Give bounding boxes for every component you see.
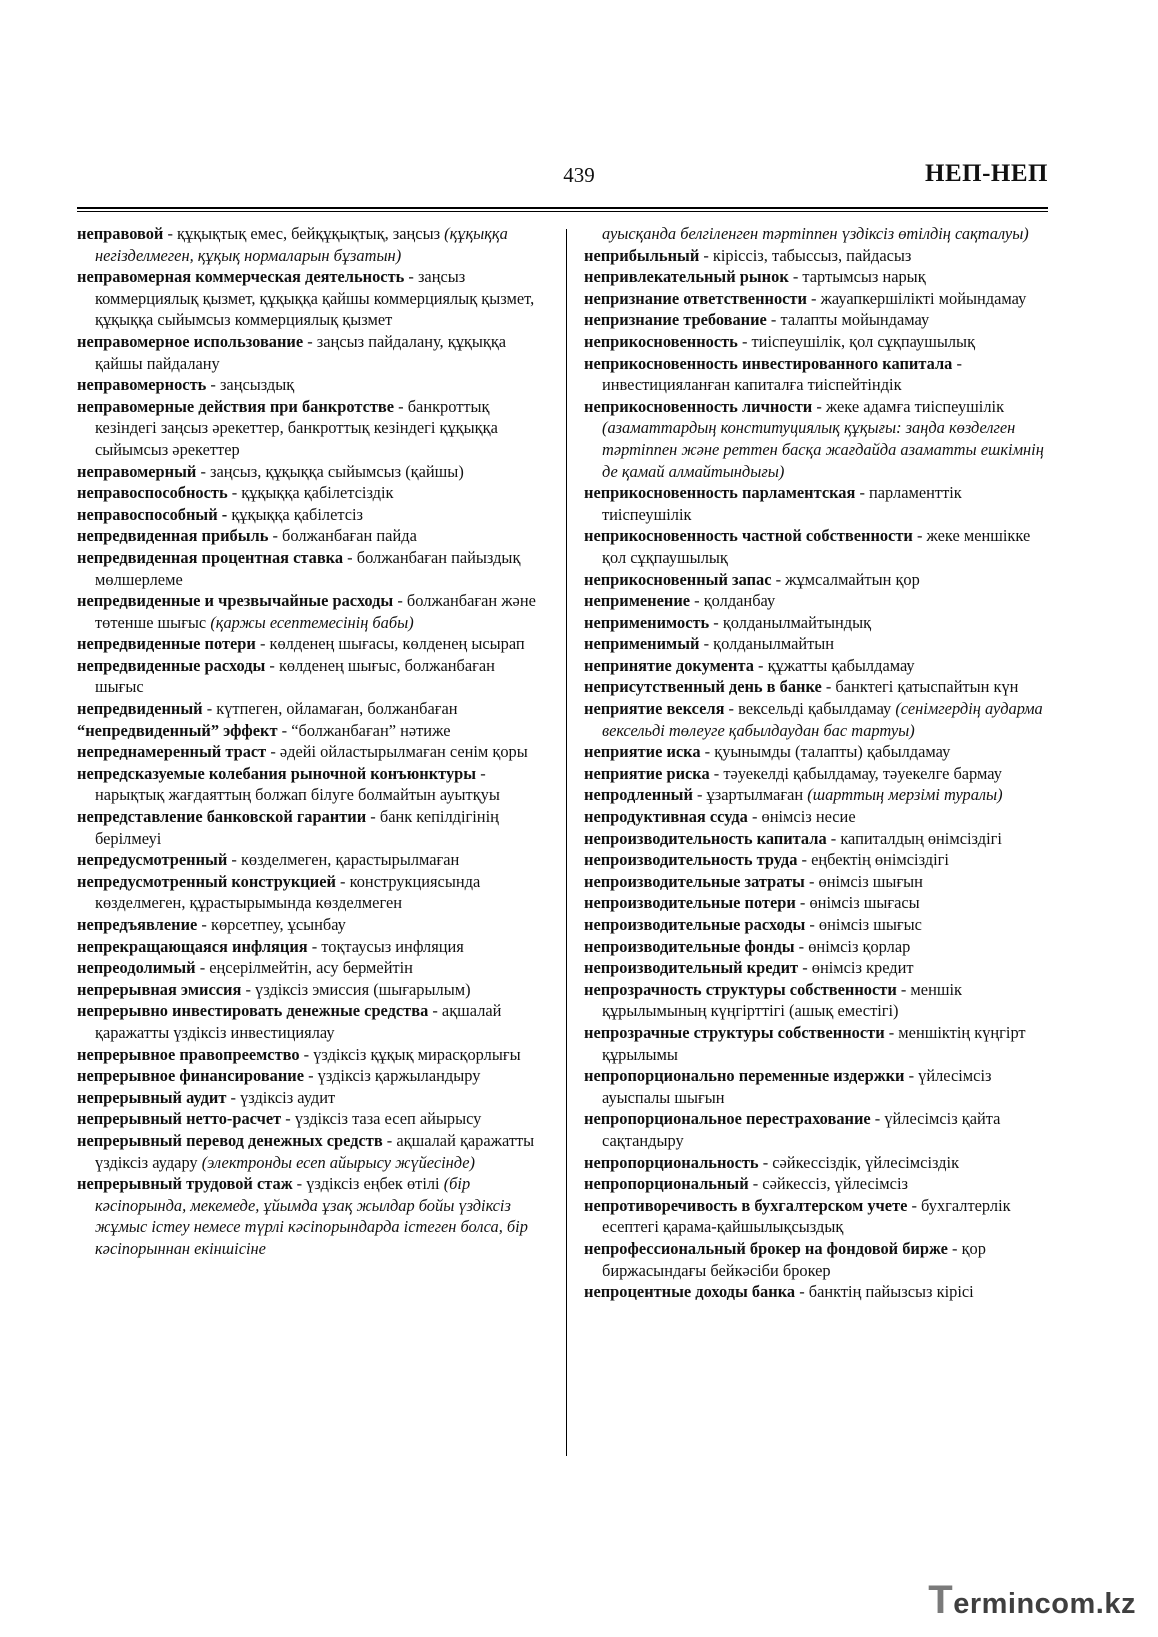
entry-definition: - күтпеген, ойламаған, болжанбаған [202,699,458,719]
dictionary-entry [77,698,547,720]
entry-term: неправомерное использование [77,331,304,351]
entry-definition: - нарықтық жағдаяттың болжап білуге болмайтын ауытқуы [95,763,500,805]
entry-term: непрерывный аудит [77,1087,227,1107]
dictionary-entry [584,979,1048,1022]
entry-term: непрерывное правопреемство [77,1044,300,1064]
entry-term: непредвиденные и чрезвычайные расходы [77,591,394,611]
entry-term: неприкосновенность частной собственности [584,526,913,546]
entry-definition: - банк кепілдігінің берілмеуі [95,807,499,848]
entry-definition: - үздіксіз еңбек өтілі [292,1174,444,1194]
entry-term: непреодолимый [77,958,196,978]
dictionary-entry [77,1000,547,1043]
dictionary-entry [584,525,1048,568]
entry-term: непрерывный нетто-расчет [77,1109,282,1129]
entry-term: неправомерный [77,461,197,481]
entry-term: непривлекательный рынок [584,267,789,287]
entry-term: неправовой [77,224,164,243]
entry-term: неприбыльный [584,245,700,265]
entry-term: непредусмотренный [77,850,228,870]
dictionary-entry [77,655,547,698]
entry-definition: - көрсетпеу, ұсынбау [197,915,346,934]
entry-gloss: (электронды есеп айырысу жүйесінде) [201,1152,476,1172]
dictionary-entry [77,936,547,958]
dictionary-entry [584,892,1048,914]
entry-definition: - көлденең шығыс, болжанбаған шығыс [95,655,495,697]
dictionary-entry [584,698,1048,741]
entry-term: непроизводительные фонды [584,936,795,956]
entry-gloss: (сенімгердің аударма вексельді төлеуге қабылдаудан бас тартуы) [602,699,1043,740]
dictionary-entry [584,309,1048,331]
dictionary-entry [584,590,1048,612]
entry-gloss: (шарттың мерзімі туралы) [807,785,1003,805]
entry-definition: - бухгалтерлік есептегі қарама-қайшылықсыздық [602,1195,1011,1237]
entry-term: неправомерность [77,375,207,395]
entry-term: непредвиденные потери [77,634,256,654]
entry-gloss: ауысқанда белгіленген тәртіппен үздіксіз өтілдің сақталуы) [602,224,1029,243]
entry-term: непропорциональность [584,1152,759,1172]
dictionary-entry [77,763,547,806]
entry-definition: - вексельді қабылдамау [724,699,896,719]
entry-definition: - жауапкершілікті мойындамау [806,288,1027,308]
dictionary-entry [584,936,1048,958]
entry-definition: - заңсыз коммерциялық қызмет, құқыққа қайшы коммерциялық қызмет, құқыққа сыйымсыз коммерциялық қызмет [95,267,535,330]
dictionary-entry [77,957,547,979]
entry-definition: - меншік құрылымының күңгірттігі (ашық еместігі) [602,979,962,1021]
entry-term: непрозрачность структуры собственности [584,979,897,999]
dictionary-entry [77,633,547,655]
entry-term: непроизводительный кредит [584,958,799,978]
dictionary-entry [584,763,1048,785]
dictionary-entry [584,1152,1048,1174]
dictionary-entry [77,1130,547,1173]
entry-definition: - үздіксіз қаржыландыру [304,1066,481,1086]
entry-term: неправомерные действия при банкротстве [77,396,395,416]
entry-definition: - заңсыздық [206,375,295,395]
entry-term: неприкосновенность парламентская [584,483,856,503]
entry-term: непроизводительность капитала [584,828,827,848]
entry-definition: - үйлесімсіз ауыспалы шығын [602,1066,992,1107]
dictionary-entry [584,1238,1048,1281]
entry-term: непрерывная эмиссия [77,979,242,999]
dictionary-entry [77,504,547,526]
entry-term: непрозрачные структуры собственности [584,1022,885,1042]
entry-definition: - капиталдың өнімсіздігі [826,828,1002,848]
dictionary-entry [584,633,1048,655]
entry-definition: - қолданылмайтын [699,634,835,654]
dictionary-entry [584,828,1048,850]
entry-definition: - заңсыз пайдалану, құқыққа қайшы пайдалану [95,331,507,373]
entry-definition: - өнімсіз шығасы [795,893,920,913]
entry-definition: - еңбектің өнімсіздігі [797,850,949,870]
entry-term: неприкосновенность [584,331,738,351]
dictionary-entry [77,461,547,483]
entry-term: непропорциональный [584,1174,749,1194]
entry-definition: - заңсыз, құқыққа сыйымсыз (қайшы) [196,461,464,481]
entry-term: непрерывный трудовой стаж [77,1174,293,1194]
dictionary-entry [584,741,1048,763]
entry-definition: - тоқтаусыз инфляция [307,936,464,956]
dictionary-entry [584,569,1048,591]
entry-term: непротиворечивость в бухгалтерском учете [584,1195,908,1215]
dictionary-entry [77,871,547,914]
dictionary-entry [77,720,547,742]
entry-definition: - құжатты қабылдамау [753,655,915,675]
entry-term: “непредвиденный” эффект [77,720,278,740]
dictionary-entry [77,374,547,396]
entry-definition: - құқықтық емес, бейқұқықтық, заңсыз [163,224,445,243]
header-rule-thin [77,211,1048,212]
entry-term: непродленный [584,785,693,805]
entry-definition: құқыққа қабілетсіз [227,504,364,524]
entry-term: непроизводительные расходы [584,915,806,934]
dictionary-entry [77,849,547,871]
dictionary-entry [584,245,1048,267]
entry-gloss: (бір кәсіпорында, мекемеде, ұйымда ұзақ жылдар бойы үздіксіз жұмыс істеу немесе түрлі кәсіпорындарда істеген болса, бір кәсіпорыннан екіншісіне [95,1174,528,1258]
entry-term: неприятие векселя [584,699,725,719]
dictionary-entry [584,1108,1048,1151]
column-divider [566,229,567,1456]
entry-definition: - үйлесімсіз қайта сақтандыру [602,1109,1001,1150]
entry-definition: - сәйкессіздік, үйлесімсіздік [758,1152,960,1172]
dictionary-entry [77,223,547,266]
entry-definition: - өнімсіз шығын [804,871,923,891]
entry-definition: - кіріссіз, табыссыз, пайдасыз [699,245,912,265]
entry-gloss: (құқыққа негізделмеген, құқық нормаларын бұзатын) [95,224,508,265]
page-number: 439 [563,163,595,187]
entry-definition: - өнімсіз несие [747,807,856,827]
entry-term: неприкосновенность инвестированного капитала [584,353,953,373]
entry-definition: - “болжанбаған” нәтиже [277,720,451,740]
dictionary-entry [77,806,547,849]
entry-definition: - үздіксіз құқық мирасқорлығы [299,1044,521,1064]
entry-definition: - қуынымды (талапты) қабылдамау [700,742,951,762]
dictionary-entry [77,266,547,331]
entry-definition: - конструкциясында көзделмеген, құрастырымында көзделмеген [95,871,481,913]
entry-term: непропорционально переменные издержки [584,1066,905,1086]
entry-definition: - банкроттық кезіндегі заңсыз әрекеттер, банкроттық кезіндегі құқыққа сыйымсыз әрекеттер [95,396,498,459]
entry-term: неприятие иска [584,742,701,762]
dictionary-entry [584,612,1048,634]
dictionary-entry [584,784,1048,806]
entry-definition: - жұмсалмайтын қор [771,569,920,589]
entry-definition: - парламенттік тиіспеушілік [602,483,962,524]
entry-term: непредусмотренный конструкцией [77,871,336,891]
dictionary-entry [77,741,547,763]
dictionary-entry [77,1044,547,1066]
entry-gloss: (қаржы есептемесінің бабы) [210,612,414,632]
watermark-logo [928,1578,1136,1623]
dictionary-entry [584,849,1048,871]
entry-definition: - көлденең шығасы, көлденең ысырап [255,634,525,654]
entry-term: непрерывный перевод денежных средств [77,1130,383,1150]
entry-definition: - меншіктің күңгірт құрылымы [602,1022,1026,1064]
entry-term: неправоспособность [77,483,228,503]
entry-term: непредвиденный [77,699,203,719]
entry-definition: - банктің пайызсыз кірісі [795,1282,974,1302]
entry-term: неприкосновенный запас [584,569,772,589]
entry-term: непредвиденная процентная ставка [77,547,344,567]
entry-term: неприсутственный день в банке [584,677,822,697]
entry-definition: - көзделмеген, қарастырылмаған [227,850,460,870]
dictionary-entry [584,676,1048,698]
entry-definition: - болжанбаған пайыздық мөлшерлеме [95,547,521,589]
entry-definition: - ұзартылмаған [692,785,808,805]
entry-term: непроизводительные потери [584,893,796,913]
dictionary-entry [584,288,1048,310]
dictionary-entry [77,1173,547,1259]
entry-definition: - құқыққа қабілетсіздік [227,483,394,503]
entry-definition: - қолданылмайтындық [709,612,872,632]
entry-definition: - болжанбаған пайда [268,526,417,546]
entry-definition: - тиіспеушілік, қол сұқпаушылық [737,331,976,351]
dictionary-entry [584,1173,1048,1195]
dictionary-entry [584,1195,1048,1238]
dictionary-entry [584,871,1048,893]
dictionary-entry [77,396,547,461]
entry-definition: - сәйкессіз, үйлесімсіз [748,1174,908,1194]
entry-term: неприкосновенность личности [584,396,813,416]
entry-definition: - үздіксіз таза есеп айырысу [281,1109,482,1129]
dictionary-entry [77,590,547,633]
entry-term: неприменение [584,591,691,611]
entry-definition: - банктегі қатыспайтын күн [821,677,1019,697]
entry-term: непредвиденные расходы [77,655,266,675]
entry-term: непреднамеренный траст [77,742,267,762]
entry-term: непрерывно инвестировать денежные средства [77,1001,429,1021]
dictionary-entry [77,979,547,1001]
dictionary-entry [77,1108,547,1130]
dictionary-entry [77,914,547,936]
entry-definition: - үздіксіз аудит [226,1087,336,1107]
dictionary-entry [584,223,1048,245]
dictionary-entry [584,396,1048,482]
dictionary-entry [584,957,1048,979]
dictionary-entry [584,482,1048,525]
dictionary-entry [584,353,1048,396]
entry-term: непроизводительность труда [584,850,798,870]
entry-definition: - ақшалай қаражатты үздіксіз инвестициялау [95,1001,502,1042]
entry-term: неправомерная коммерческая деятельность [77,267,405,287]
entry-definition: - жеке адамға тиіспеушілік [812,396,1005,416]
entry-gloss: (азаматтардың конституциялық құқығы: заңда көзделген тәртіппен және реттен басқа жағдайда азаматты ешкімнің де қамай алмайтындығы) [602,418,1044,481]
watermark-lead: T [928,1578,954,1622]
entry-definition: - еңсерілмейтін, асу бермейтін [195,958,413,978]
entry-definition: - тартымсыз нарық [788,267,926,287]
dictionary-entry [584,1022,1048,1065]
dictionary-entry [77,525,547,547]
entry-term: непредвиденная прибыль [77,526,269,546]
dictionary-entry [584,1065,1048,1108]
entry-definition: - әдейі ойластырылмаған сенім қоры [266,742,528,762]
entry-definition: - талапты мойындамау [766,310,930,330]
entry-definition: - үздіксіз эмиссия (шығарылым) [241,979,471,999]
entry-definition: - өнімсіз қорлар [794,936,911,956]
watermark-rest: ermincom.kz [953,1588,1136,1620]
entry-term: непрекращающаяся инфляция [77,936,308,956]
entry-definition: - инвестицияланған капиталға тиіспейтіндік [602,353,962,395]
entry-term: непрофессиональный брокер на фондовой бирже [584,1238,948,1258]
dictionary-entry [584,331,1048,353]
header-rule [77,207,1048,209]
entry-definition: - өнімсіз шығыс [805,915,922,934]
entry-term: непроизводительные затраты [584,871,805,891]
entry-term: неприменимый [584,634,700,654]
running-head: НЕП-НЕП [925,160,1048,187]
entry-term: непрерывное финансирование [77,1066,305,1086]
entry-term: непризнание требование [584,310,767,330]
entry-term: неприятие риска [584,763,710,783]
entry-term: неприменимость [584,612,710,632]
entry-term: непроцентные доходы банка [584,1282,796,1302]
entry-term: неправоспособный - [77,504,228,524]
left-column [77,223,547,1260]
entry-term: непринятие документа [584,655,754,675]
entry-definition: - ақшалай қаражатты үздіксіз аудару [95,1130,535,1172]
dictionary-entry [584,1281,1048,1303]
dictionary-entry [77,547,547,590]
entry-term: непродуктивная ссуда [584,807,748,827]
dictionary-entry [77,1065,547,1087]
entry-term: непредсказуемые колебания рыночной конъюнктуры [77,763,477,783]
entry-definition: - өнімсіз кредит [798,958,914,978]
right-column [584,223,1048,1303]
dictionary-entry [584,655,1048,677]
dictionary-entry [77,331,547,374]
entry-term: непропорциональное перестрахование [584,1109,871,1129]
entry-term: непредставление банковской гарантии [77,807,367,827]
entry-definition: - жеке меншікке қол сұқпаушылық [602,526,1031,567]
dictionary-entry [584,914,1048,936]
entry-term: непризнание ответственности [584,288,807,308]
dictionary-entry [584,266,1048,288]
entry-definition: - қолданбау [690,591,776,611]
entry-definition: - болжанбаған және төтенше шығыс [95,591,536,632]
entry-definition: - тәуекелді қабылдамау, тәуекелге бармау [709,763,1002,783]
dictionary-entry [77,1087,547,1109]
entry-definition: - қор биржасындағы бейкәсіби брокер [602,1238,986,1280]
dictionary-entry [77,482,547,504]
entry-term: непредъявление [77,915,198,934]
dictionary-entry [584,806,1048,828]
